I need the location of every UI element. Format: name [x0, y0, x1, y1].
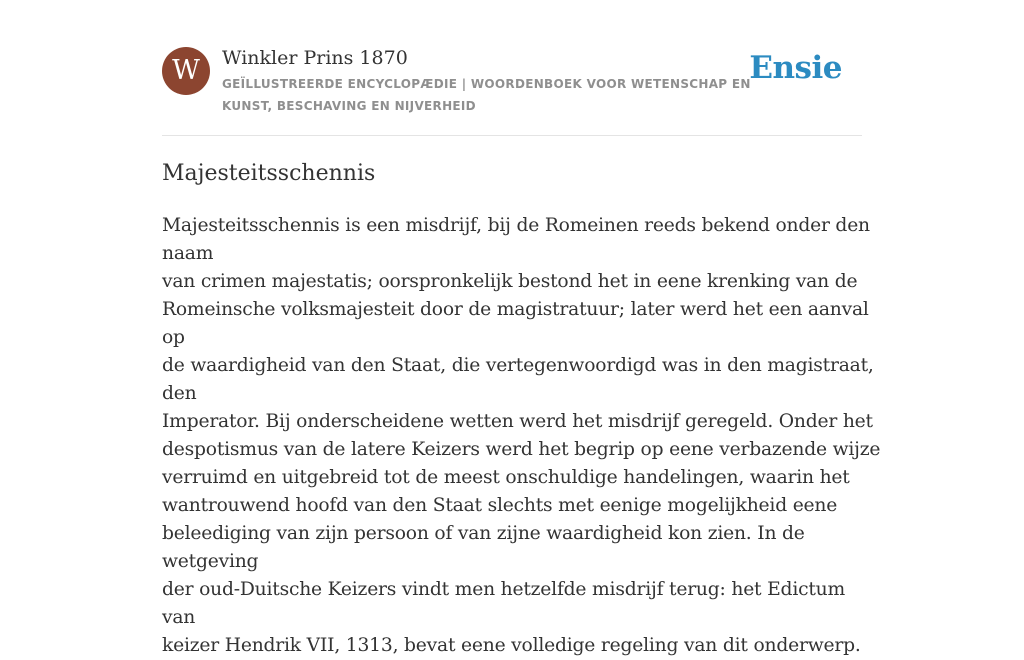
- ensie-logo[interactable]: Ensie: [749, 50, 842, 86]
- header-divider: [162, 135, 862, 136]
- source-subtitle: GEÏLLUSTREERDE ENCYCLOPÆDIE | WOORDENBOEK VOOR WETENSCHAP EN KUNST, BESCHAVING EN NIJVERHEID: [222, 77, 751, 113]
- source-title[interactable]: Winkler Prins 1870: [222, 47, 408, 69]
- article-title: Majesteitsschennis: [162, 161, 376, 186]
- source-avatar[interactable]: W: [162, 47, 210, 95]
- source-header: [162, 44, 862, 116]
- article-body: Majesteitsschennis is een misdrijf, bij de Romeinen reeds bekend onder den naam van crimen majestatis; oorspronkelijk bestond het in eene krenking van de Romeinsche volksmajesteit door de magistratuur; later werd het een aanval op de waardigheid van den Staat, die vertegenwoordigd was in den magistraat, den Imperator. Bij onderscheidene wetten werd het misdrijf geregeld. Onder het despotismus van de latere Keizers werd het begrip op eene verbazende wijze verruimd en uitgebreid tot de meest onschuldige handelingen, waarin het wantrouwend hoofd van den Staat slechts met eenige mogelijkheid eene beleediging van zijn persoon of van zijne waardigheid kon zien. In de wetgeving der oud-Duitsche Keizers vindt men hetzelfde misdrijf terug: het Edictum van keizer Hendrik VII, 1313, bevat eene volledige regeling van dit onderwerp.: [162, 215, 881, 656]
- source-info: [222, 44, 752, 117]
